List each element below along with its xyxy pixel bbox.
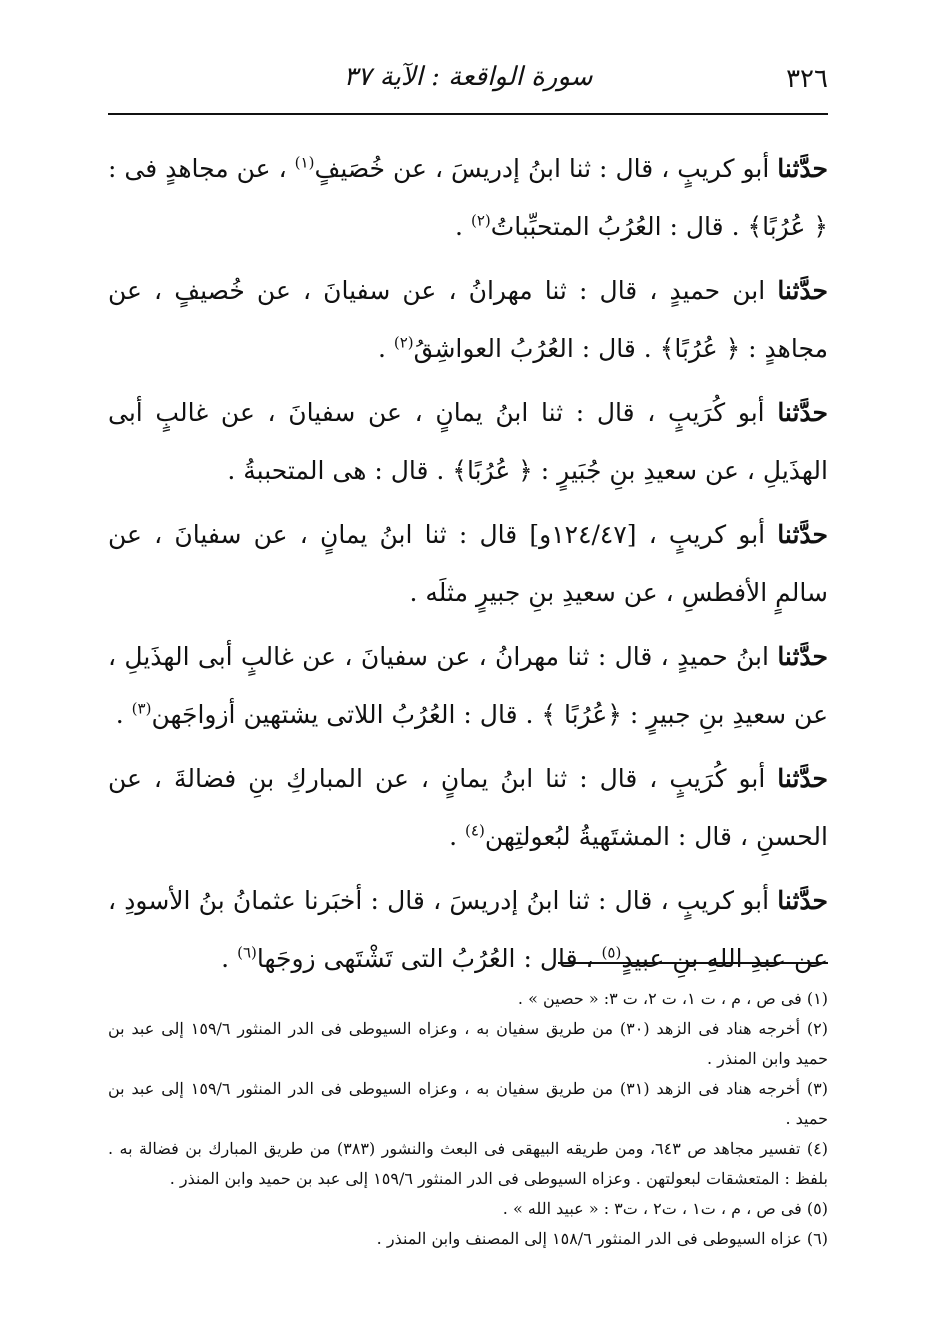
- page-header: [108, 58, 828, 108]
- paragraph-text: أبو كُرَيبٍ ، قال : ثنا ابنُ يمانٍ ، عن المباركِ بنِ فضالةَ ، عن الحسنِ ، قال : المشتَهيةُ لبُعولتِهن: [108, 764, 828, 851]
- paragraph-text-cont: ، عن مجاهدٍ فى : ﴿ عُرُبًا﴾ . قال : العُرُبُ المتحبِّباتُ: [108, 154, 828, 241]
- paragraph-text: أبو كريبٍ ، قال : ثنا ابنُ إدريسَ ، قال : أخبَرنا عثمانُ بنُ الأسودِ ، عن عبدِ اللهِ بنِ عبيدٍ: [108, 886, 828, 973]
- paragraph-6: [108, 750, 828, 866]
- main-text: [108, 140, 828, 994]
- paragraph-text: أبو كُرَيبٍ ، قال : ثنا ابنُ يمانٍ ، عن سفيانَ ، عن غالبٍ أبى الهذَيلِ ، عن سعيدِ بنِ جُبَيرٍ : ﴿ عُرُبًا﴾ . قال : هى المتحببةُ .: [108, 398, 828, 485]
- paragraph-text: ابنُ حميدٍ ، قال : ثنا مهرانُ ، عن سفيانَ ، عن غالبٍ أبى الهذَيلِ ، عن سعيدِ بنِ جبيرٍ : ﴿عُرُبًا ﴾ . قال : العُرُبُ اللاتى يشتهين أزواجَهن: [108, 642, 828, 729]
- footnote-4: (٤) تفسير مجاهد ص ٦٤٣، ومن طريقه البيهقى فى البعث والنشور (٣٨٣) من طريق المبارك بن فضالة به . بلفظ : المتعشقات لبعولتهن . وعزاه السيوطى فى الدر المنثور ١٥٩/٦ إلى عبد بن حميد وابن المنذر .: [108, 1139, 829, 1188]
- paragraph-5: [108, 628, 828, 744]
- footnote-rule: [558, 962, 828, 964]
- footnote-ref[interactable]: (٥): [601, 943, 622, 962]
- paragraph-lead: حدَّثنا: [777, 764, 828, 793]
- paragraph-1: [108, 140, 828, 256]
- paragraph-text-end: .: [221, 944, 230, 973]
- footnotes: [108, 984, 828, 1254]
- paragraph-text-cont: ، قال : العُرُبُ التى تَشْتَهى زوجَها: [256, 944, 594, 973]
- paragraph-lead: حدَّثنا: [777, 520, 828, 549]
- paragraph-text: أبو كريبٍ ، [١٢٤/٤٧و] قال : ثنا ابنُ يمانٍ ، عن سفيانَ ، عن سالمٍ الأفطسِ ، عن سعيدِ بنِ جبيرٍ مثلَه .: [108, 520, 828, 607]
- paragraph-lead: حدَّثنا: [777, 642, 829, 671]
- page-number: ٣٢٦: [786, 64, 828, 94]
- paragraph-text-cont: .: [377, 334, 386, 363]
- running-title: سورة الواقعة : الآية ٣٧: [343, 62, 593, 92]
- footnote-ref[interactable]: (٤): [465, 821, 485, 840]
- footnote-ref[interactable]: (٦): [237, 943, 257, 962]
- footnote-3: (٣) أخرجه هناد فى الزهد (٣١) من طريق سفيان به ، وعزاه السيوطى فى الدر المنثور ١٥٩/٦ إلى عبد بن حميد .: [108, 1079, 829, 1128]
- paragraph-text: ابن حميدٍ ، قال : ثنا مهرانُ ، عن سفيانَ ، عن خُصيفٍ ، عن مجاهدٍ : ﴿ عُرُبًا﴾ . قال : العُرُبُ العواشِقُ: [108, 276, 828, 363]
- paragraph-text-cont: .: [449, 822, 458, 851]
- footnote-1: (١) فى ص ، م ، ت ١، ت ٢، ت ٣: « حصين » .: [517, 989, 828, 1008]
- paragraph-text-cont: .: [115, 700, 124, 729]
- paragraph-7: [108, 872, 828, 988]
- footnote-2: (٢) أخرجه هناد فى الزهد (٣٠) من طريق سفيان به ، وعزاه السيوطى فى الدر المنثور ١٥٩/٦ إلى عبد بن حميد وابن المنذر .: [108, 1019, 829, 1068]
- header-rule: [108, 113, 828, 115]
- footnote-6: (٦) عزاه السيوطى فى الدر المنثور ١٥٨/٦ إلى المصنف وابن المنذر .: [376, 1229, 828, 1248]
- paragraph-lead: حدَّثنا: [777, 276, 829, 305]
- paragraph-4: [108, 506, 828, 622]
- paragraph-2: [108, 262, 828, 378]
- paragraph-text-end: .: [455, 212, 463, 241]
- paragraph-lead: حدَّثنا: [777, 886, 828, 915]
- paragraph-lead: حدَّثنا: [777, 398, 829, 427]
- paragraph-3: [108, 384, 828, 500]
- footnote-ref[interactable]: (٣): [131, 699, 152, 718]
- footnote-ref[interactable]: (٢): [470, 211, 491, 230]
- footnote-ref[interactable]: (٢): [393, 333, 414, 352]
- paragraph-lead: حدَّثنا: [777, 154, 828, 183]
- footnote-5: (٥) فى ص ، م ، ت١ ، ت٢ ، ت٣ : « عبيد الله » .: [502, 1199, 828, 1218]
- footnote-ref[interactable]: (١): [294, 153, 315, 172]
- paragraph-text: أبو كريبٍ ، قال : ثنا ابنُ إدريسَ ، عن خُصَيفٍ: [314, 154, 770, 183]
